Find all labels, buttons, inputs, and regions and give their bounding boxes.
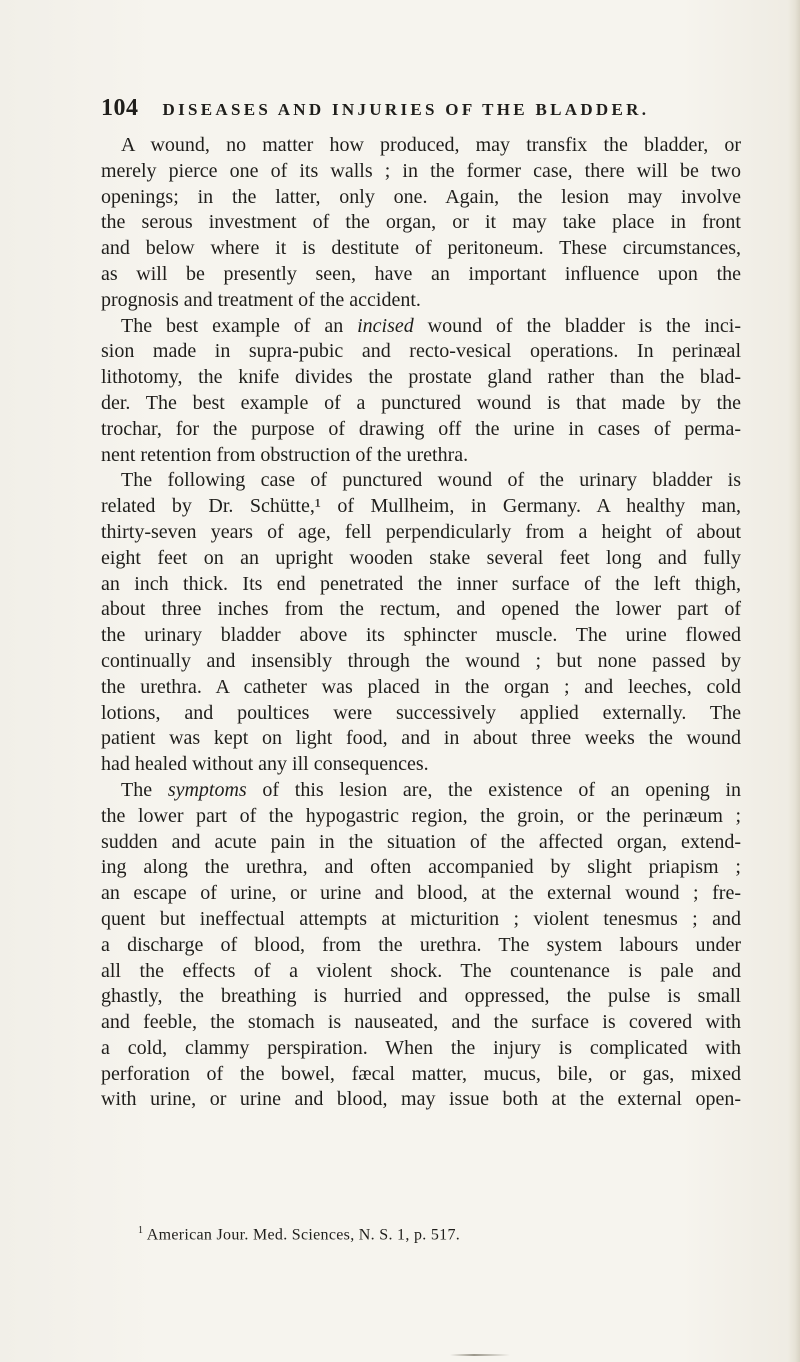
paragraph [101, 468, 741, 778]
text-line: the serous investment of the organ, or it may take place in front [101, 211, 741, 234]
text-line: prognosis and treatment of the accident. [101, 288, 421, 311]
text-line: ing along the urethra, and often accompanied by slight priapism ; [101, 856, 741, 879]
body-text [101, 133, 741, 1113]
running-head-title: DISEASES AND INJURIES OF THE BLADDER. [162, 100, 650, 119]
text-line: A wound, no matter how produced, may transfix the bladder, or [121, 134, 741, 156]
text-line: continually and insensibly through the wound ; but none passed by [101, 649, 741, 672]
text-line: patient was kept on light food, and in about three weeks the wound [101, 727, 741, 750]
text-line: had healed without any ill consequences. [101, 753, 429, 776]
text-line: the urethra. A catheter was placed in the organ ; and leeches, cold [101, 675, 741, 698]
text-line: trochar, for the purpose of drawing off the urine in cases of perma- [101, 417, 741, 440]
text-line: all the effects of a violent shock. The countenance is pale and [101, 959, 741, 982]
text-line: ghastly, the breathing is hurried and oppressed, the pulse is small [101, 985, 741, 1008]
footnote-text: American Jour. Med. Sciences, N. S. 1, p. 517. [146, 1226, 461, 1244]
text-line: perforation of the bowel, fæcal matter, mucus, bile, or gas, mixed [101, 1062, 741, 1085]
text-line: and feeble, the stomach is nauseated, and the surface is covered with [101, 1011, 741, 1034]
text-line: eight feet on an upright wooden stake several feet long and fully [101, 546, 741, 569]
text-line: quent but ineffectual attempts at micturition ; violent tenesmus ; and [101, 907, 741, 930]
page-number: 104 [101, 95, 139, 121]
text-line: thirty-seven years of age, fell perpendicularly from a height of about [101, 520, 741, 543]
text-line: about three inches from the rectum, and opened the lower part of [101, 598, 741, 621]
text-line: related by Dr. Schütte,¹ of Mullheim, in Germany. A healthy man, [101, 495, 741, 518]
text-line: lithotomy, the knife divides the prostate gland rather than the blad- [101, 366, 741, 389]
paragraph [101, 133, 741, 314]
emphasis: symptoms [167, 778, 247, 801]
text-line: The best example of an incised wound of the bladder is the inci- [121, 314, 742, 337]
text-line: The symptoms of this lesion are, the existence of an opening in [121, 778, 741, 801]
footnote [138, 1225, 460, 1244]
page-edge-shadow [788, 0, 800, 1362]
text-line: the urinary bladder above its sphincter muscle. The urine flowed [101, 624, 741, 647]
text-line: the lower part of the hypogastric region, the groin, or the perinæum ; [101, 804, 741, 827]
text-line: sion made in supra-pubic and recto-vesical operations. In perinæal [101, 340, 741, 363]
text-line: openings; in the latter, only one. Again, the lesion may involve [101, 185, 741, 208]
text-line: a cold, clammy perspiration. When the injury is complicated with [101, 1036, 741, 1059]
text-line: an escape of urine, or urine and blood, at the external wound ; fre- [101, 882, 741, 905]
scan-artifact [450, 1354, 510, 1356]
text-line: lotions, and poultices were successively applied externally. The [101, 701, 741, 724]
text-line: an inch thick. Its end penetrated the inner surface of the left thigh, [101, 572, 741, 595]
text-line: nent retention from obstruction of the urethra. [101, 443, 469, 466]
paragraph [101, 314, 741, 469]
text-line: der. The best example of a punctured wound is that made by the [101, 391, 741, 414]
text-line: The following case of punctured wound of the urinary bladder is [121, 469, 741, 492]
text-line: sudden and acute pain in the situation of the affected organ, extend- [101, 830, 741, 853]
text-line: and below where it is destitute of peritoneum. These circumstances, [101, 237, 741, 260]
text-line: merely pierce one of its walls ; in the former case, there will be two [101, 159, 741, 182]
text-line: with urine, or urine and blood, may issue both at the external open- [101, 1088, 741, 1111]
text-line: as will be presently seen, have an important influence upon the [101, 262, 741, 285]
paragraph [101, 778, 741, 1113]
running-head [101, 95, 741, 125]
footnote-marker: 1 [138, 1225, 144, 1236]
emphasis: incised [357, 314, 414, 337]
text-line: a discharge of blood, from the urethra. The system labours under [101, 933, 741, 956]
